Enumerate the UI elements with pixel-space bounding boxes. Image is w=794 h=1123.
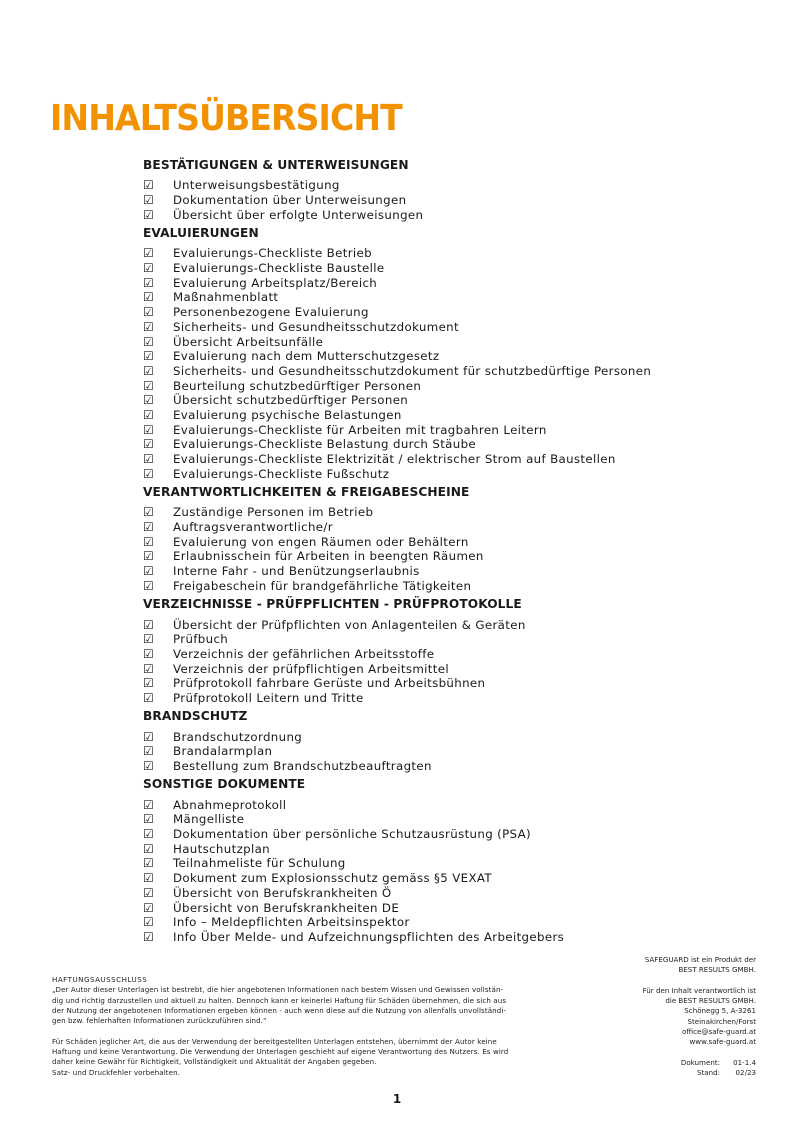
checkbox-checked-icon: ☑ xyxy=(143,319,155,334)
checkbox-checked-icon: ☑ xyxy=(143,505,155,520)
toc-item xyxy=(143,691,763,706)
toc-item-label: Evaluierungs-Checkliste Baustelle xyxy=(173,261,385,276)
toc-item xyxy=(143,886,763,901)
checkbox-checked-icon: ☑ xyxy=(143,744,155,759)
checkbox-checked-icon: ☑ xyxy=(143,729,155,744)
toc-item-label: Maßnahmenblatt xyxy=(173,290,279,305)
toc-item xyxy=(143,661,763,676)
toc-item xyxy=(143,729,763,744)
disclaimer-heading: HAFTUNGSAUSSCHLUSS xyxy=(52,975,148,984)
toc-item xyxy=(143,915,763,930)
checkbox-checked-icon: ☑ xyxy=(143,549,155,564)
section-heading: BRANDSCHUTZ xyxy=(143,709,248,724)
checkbox-checked-icon: ☑ xyxy=(143,178,155,193)
checkbox-checked-icon: ☑ xyxy=(143,378,155,393)
disclaimer-line: Für Schäden jeglicher Art, die aus der Verwendung der bereitgestellten Unterlagen entstehen, übernimmt der Autor keine xyxy=(52,1036,497,1046)
disclaimer-paragraph-2 xyxy=(52,1037,592,1078)
checkbox-checked-icon: ☑ xyxy=(143,261,155,276)
toc-item xyxy=(143,520,763,535)
toc-item-label: Hautschutzplan xyxy=(173,841,270,856)
toc-item-label: Personenbezogene Evaluierung xyxy=(173,305,369,320)
disclaimer-line: „Der Autor dieser Unterlagen ist bestrebt, die hier angebotenen Informationen nach bestem Wissen und Gewissen vollstän- xyxy=(52,985,504,995)
disclaimer-line: der Nutzung der angebotenen Informationen ergeben können - auch wenn diese auf die Nutzung von allenfalls unvollständi- xyxy=(52,1005,507,1015)
toc-item-label: Mängelliste xyxy=(173,812,245,827)
checkbox-checked-icon: ☑ xyxy=(143,617,155,632)
document-value: 01-1.4 xyxy=(733,1057,756,1067)
toc-item-label: Freigabeschein für brandgefährliche Tätigkeiten xyxy=(173,578,472,593)
email-link[interactable]: office@safe-guard.at xyxy=(681,1027,756,1037)
disclaimer-line: Satz- und Druckfehler vorbehalten. xyxy=(52,1067,181,1077)
checkbox-checked-icon: ☑ xyxy=(143,915,155,930)
toc-item-label: Prüfprotokoll Leitern und Tritte xyxy=(173,690,364,705)
document-row xyxy=(556,1058,756,1068)
toc-item-label: Evaluierungs-Checkliste Fußschutz xyxy=(173,466,390,481)
toc-item-label: Zuständige Personen im Betrieb xyxy=(173,505,374,520)
toc-item-label: Evaluierungs-Checkliste Elektrizität / elektrischer Strom auf Baustellen xyxy=(173,452,616,467)
toc-item-label: Verzeichnis der gefährlichen Arbeitsstoffe xyxy=(173,646,435,661)
toc-item-label: Übersicht schutzbedürftiger Personen xyxy=(173,393,409,408)
responsible-line: die BEST RESULTS GMBH. xyxy=(665,996,756,1006)
toc-item xyxy=(143,549,763,564)
page-number: 1 xyxy=(392,1092,402,1106)
toc-item-label: Evaluierung psychische Belastungen xyxy=(173,407,402,422)
checkbox-checked-icon: ☑ xyxy=(143,885,155,900)
checkbox-checked-icon: ☑ xyxy=(143,759,155,774)
address-line: Schönegg 5, A-3261 xyxy=(684,1006,756,1016)
toc-item xyxy=(143,207,763,222)
toc-section xyxy=(143,776,763,944)
toc-item-label: Evaluierung von engen Räumen oder Behältern xyxy=(173,534,469,549)
toc-item-label: Bestellung zum Brandschutzbeauftragten xyxy=(173,759,432,774)
toc-item xyxy=(143,437,763,452)
toc-item-label: Übersicht über erfolgte Unterweisungen xyxy=(173,207,424,222)
toc-item xyxy=(143,466,763,481)
toc-item xyxy=(143,579,763,594)
product-line: SAFEGUARD ist ein Produkt der xyxy=(644,955,756,964)
checkbox-checked-icon: ☑ xyxy=(143,207,155,222)
toc-item xyxy=(143,534,763,549)
checkbox-checked-icon: ☑ xyxy=(143,812,155,827)
checkbox-checked-icon: ☑ xyxy=(143,534,155,549)
toc-item xyxy=(143,452,763,467)
toc-item-label: Auftragsverantwortliche/r xyxy=(173,520,333,535)
toc-item xyxy=(143,275,763,290)
toc-item-label: Verzeichnis der prüfpflichtigen Arbeitsmittel xyxy=(173,661,449,676)
toc-item-label: Prüfprotokoll fahrbare Gerüste und Arbeitsbühnen xyxy=(173,676,486,691)
toc-item xyxy=(143,178,763,193)
toc-item xyxy=(143,408,763,423)
toc-item xyxy=(143,617,763,632)
product-line: BEST RESULTS GMBH. xyxy=(678,965,756,975)
checkbox-checked-icon: ☑ xyxy=(143,520,155,535)
toc-item xyxy=(143,261,763,276)
toc-item xyxy=(143,856,763,871)
checkbox-checked-icon: ☑ xyxy=(143,564,155,579)
checkbox-checked-icon: ☑ xyxy=(143,871,155,886)
toc-item-label: Evaluierungs-Checkliste Belastung durch Stäube xyxy=(173,437,477,452)
company-info xyxy=(556,955,756,1079)
checkbox-checked-icon: ☑ xyxy=(143,827,155,842)
toc-item-label: Prüfbuch xyxy=(173,632,229,647)
responsible-note xyxy=(556,986,756,1048)
toc-item xyxy=(143,812,763,827)
checkbox-checked-icon: ☑ xyxy=(143,466,155,481)
toc-item-label: Sicherheits- und Gesundheitsschutzdokument xyxy=(173,319,459,334)
checkbox-checked-icon: ☑ xyxy=(143,690,155,705)
responsible-line: Für den Inhalt verantwortlich ist xyxy=(642,985,756,995)
checkbox-checked-icon: ☑ xyxy=(143,290,155,305)
disclaimer-paragraph-1 xyxy=(52,985,592,1026)
checkbox-checked-icon: ☑ xyxy=(143,676,155,691)
section-heading: VERZEICHNISSE - PRÜFPFLICHTEN - PRÜFPROTOKOLLE xyxy=(143,597,522,612)
document-label: Dokument: xyxy=(680,1057,720,1067)
checkbox-checked-icon: ☑ xyxy=(143,900,155,915)
toc-item xyxy=(143,393,763,408)
checkbox-checked-icon: ☑ xyxy=(143,193,155,208)
toc-item xyxy=(143,900,763,915)
toc-section xyxy=(143,157,763,222)
checkbox-checked-icon: ☑ xyxy=(143,632,155,647)
toc-item-label: Unterweisungsbestätigung xyxy=(173,178,340,193)
address-line: Steinakirchen/Forst xyxy=(687,1016,756,1026)
toc-item-label: Übersicht von Berufskrankheiten DE xyxy=(173,900,400,915)
section-heading: VERANTWORTLICHKEITEN & FREIGABESCHEINE xyxy=(143,485,470,500)
page-title: INHALTSÜBERSICHT xyxy=(50,98,402,139)
toc-item-label: Dokumentation über persönliche Schutzausrüstung (PSA) xyxy=(173,827,531,842)
disclaimer-line: gen bzw. fehlerhaften Informationen zurückzuführen sind.“ xyxy=(52,1016,267,1026)
toc-item xyxy=(143,930,763,945)
checkbox-checked-icon: ☑ xyxy=(143,363,155,378)
toc-item-label: Evaluierungs-Checkliste für Arbeiten mit tragbahren Leitern xyxy=(173,422,547,437)
checkbox-checked-icon: ☑ xyxy=(143,578,155,593)
status-row xyxy=(556,1068,756,1078)
toc-item-label: Abnahmeprotokoll xyxy=(173,797,287,812)
checkbox-checked-icon: ☑ xyxy=(143,305,155,320)
toc-item xyxy=(143,505,763,520)
toc-item xyxy=(143,647,763,662)
toc-item xyxy=(143,744,763,759)
toc-item xyxy=(143,290,763,305)
toc-item-label: Dokument zum Explosionsschutz gemäss §5 VEXAT xyxy=(173,871,492,886)
checkbox-checked-icon: ☑ xyxy=(143,393,155,408)
disclaimer-line: dig und richtig darzustellen und aktuell zu halten. Dennoch kann er keinerlei Haftung für Schäden übernehmen, die sich aus xyxy=(52,995,507,1005)
disclaimer xyxy=(52,975,592,1088)
toc-item-label: Interne Fahr - und Benützungserlaubnis xyxy=(173,564,420,579)
toc-item xyxy=(143,676,763,691)
toc-item-label: Übersicht Arbeitsunfälle xyxy=(173,334,324,349)
section-heading: BESTÄTIGUNGEN & UNTERWEISUNGEN xyxy=(143,158,409,172)
toc-item xyxy=(143,871,763,886)
checkbox-checked-icon: ☑ xyxy=(143,349,155,364)
toc-item-label: Info – Meldepflichten Arbeitsinspektor xyxy=(173,915,410,930)
status-value: 02/23 xyxy=(735,1068,756,1078)
checkbox-checked-icon: ☑ xyxy=(143,661,155,676)
toc-item-label: Erlaubnisschein für Arbeiten in beengten Räumen xyxy=(173,549,484,564)
toc-item xyxy=(143,797,763,812)
toc-item-label: Brandalarmplan xyxy=(173,744,273,759)
checkbox-checked-icon: ☑ xyxy=(143,407,155,422)
toc-item-label: Brandschutzordnung xyxy=(173,729,303,744)
toc-item xyxy=(143,246,763,261)
checkbox-checked-icon: ☑ xyxy=(143,797,155,812)
toc-item-label: Evaluierung nach dem Mutterschutzgesetz xyxy=(173,349,440,364)
toc-item xyxy=(143,320,763,335)
toc-item xyxy=(143,305,763,320)
toc-section xyxy=(143,596,763,705)
toc-section xyxy=(143,225,763,481)
disclaimer-line: Haftung und keine Verantwortung. Die Verwendung der Unterlagen geschieht auf eigene Verantwortung des Nutzers. Es wird xyxy=(52,1047,509,1057)
toc-item-label: Übersicht von Berufskrankheiten Ö xyxy=(173,885,392,900)
toc-item xyxy=(143,193,763,208)
toc-item xyxy=(143,364,763,379)
toc-item-label: Beurteilung schutzbedürftiger Personen xyxy=(173,378,422,393)
section-heading: SONSTIGE DOKUMENTE xyxy=(143,777,306,792)
disclaimer-line: daher keine Gewähr für Richtigkeit, Vollständigkeit und Aktualität der Angaben gegeben. xyxy=(52,1057,377,1067)
checkbox-checked-icon: ☑ xyxy=(143,841,155,856)
checkbox-checked-icon: ☑ xyxy=(143,452,155,467)
checkbox-checked-icon: ☑ xyxy=(143,275,155,290)
toc-item xyxy=(143,334,763,349)
toc-item-label: Dokumentation über Unterweisungen xyxy=(173,193,407,208)
toc-item-label: Teilnahmeliste für Schulung xyxy=(173,856,346,871)
toc-item xyxy=(143,378,763,393)
section-heading: EVALUIERUNGEN xyxy=(143,226,259,241)
toc-item xyxy=(143,841,763,856)
table-of-contents xyxy=(143,157,763,947)
toc-section xyxy=(143,484,763,593)
toc-item-label: Übersicht der Prüfpflichten von Anlagenteilen & Geräten xyxy=(173,617,526,632)
checkbox-checked-icon: ☑ xyxy=(143,646,155,661)
checkbox-checked-icon: ☑ xyxy=(143,437,155,452)
toc-item xyxy=(143,632,763,647)
website-link[interactable]: www.safe-guard.at xyxy=(689,1037,756,1047)
toc-item xyxy=(143,564,763,579)
checkbox-checked-icon: ☑ xyxy=(143,422,155,437)
toc-item-label: Evaluierung Arbeitsplatz/Bereich xyxy=(173,275,378,290)
toc-item-label: Sicherheits- und Gesundheitsschutzdokument für schutzbedürftige Personen xyxy=(173,363,652,378)
product-note xyxy=(556,955,756,976)
checkbox-checked-icon: ☑ xyxy=(143,856,155,871)
toc-item xyxy=(143,422,763,437)
toc-item xyxy=(143,827,763,842)
checkbox-checked-icon: ☑ xyxy=(143,334,155,349)
checkbox-checked-icon: ☑ xyxy=(143,929,155,944)
toc-section xyxy=(143,708,763,773)
toc-item xyxy=(143,759,763,774)
status-label: Stand: xyxy=(696,1068,720,1078)
checkbox-checked-icon: ☑ xyxy=(143,246,155,261)
toc-item-label: Evaluierungs-Checkliste Betrieb xyxy=(173,246,372,261)
toc-item-label: Info Über Melde- und Aufzeichnungspflichten des Arbeitgebers xyxy=(173,929,565,944)
toc-item xyxy=(143,349,763,364)
